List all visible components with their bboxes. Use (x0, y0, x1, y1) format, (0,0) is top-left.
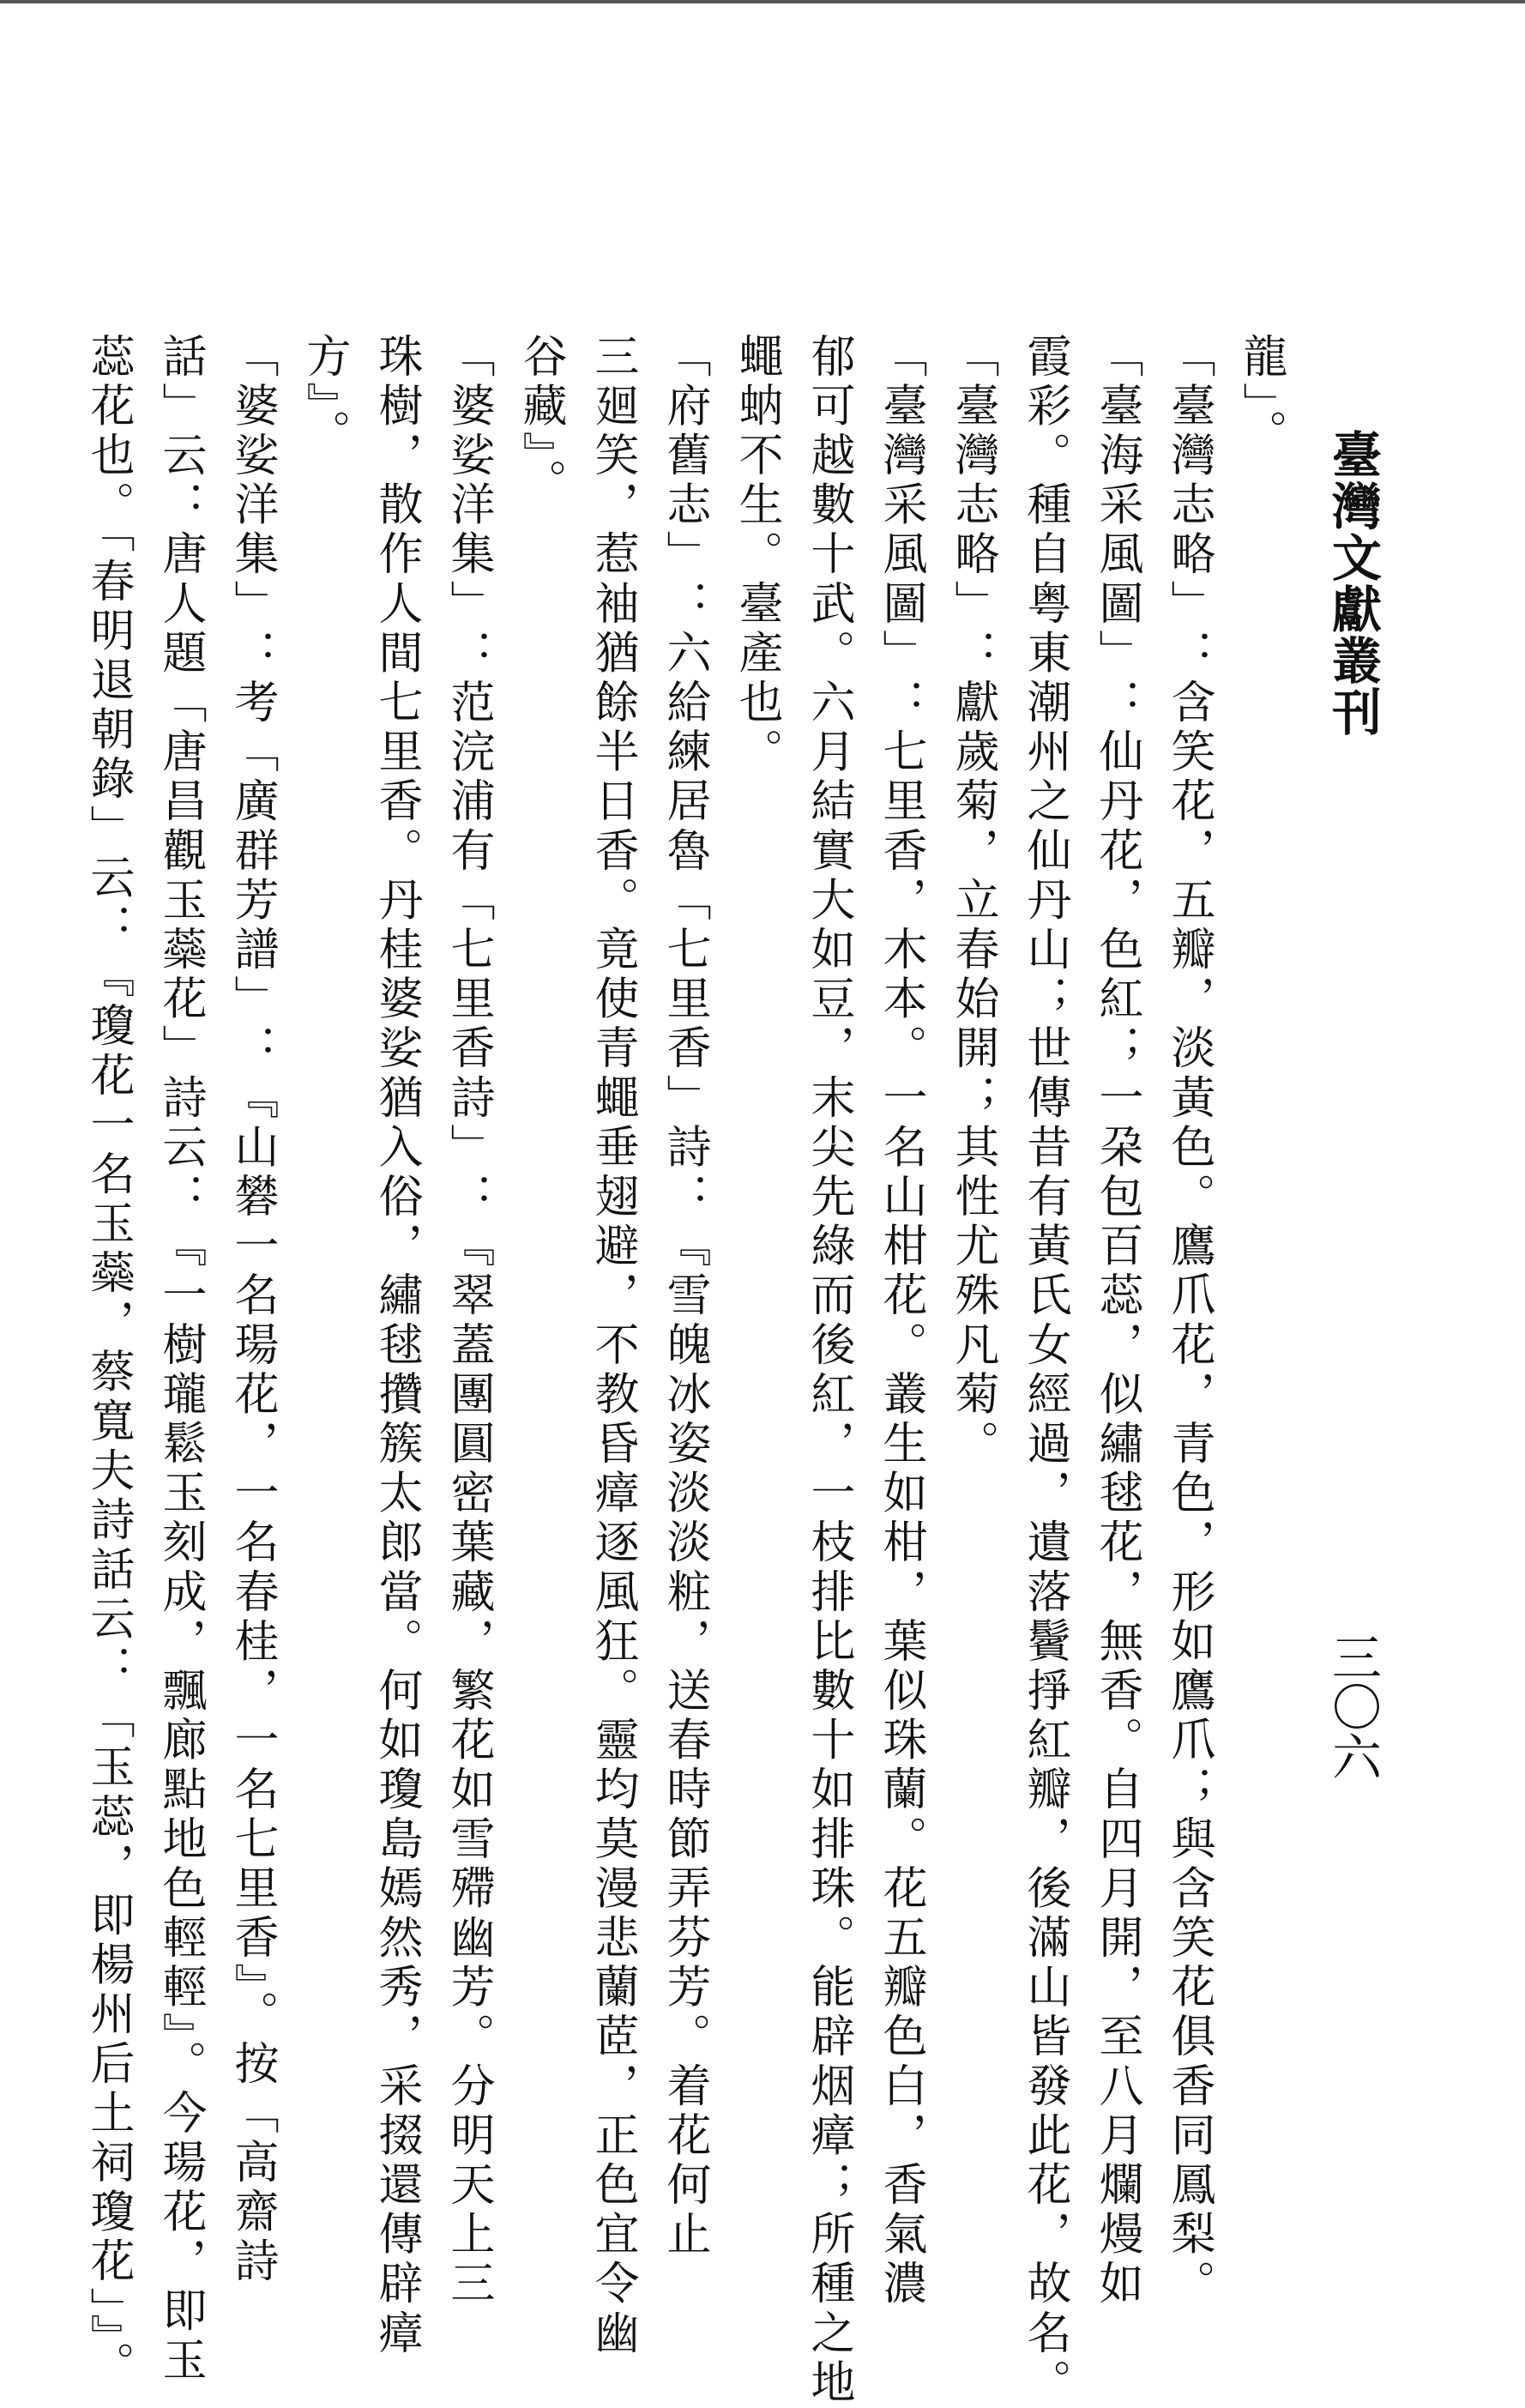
text-column: 「婆娑洋集」：考「廣群芳譜」：『山礬一名瑒花，一名春桂，一名七里香』。按「高齋詩 (226, 333, 278, 2287)
page-number: 三〇六 (1323, 1632, 1382, 1781)
text-column: 「府舊志」：六給練居魯「七里香」詩：『雪魄冰姿淡淡粧，送春時節弄芬芳。着花何止 (659, 333, 710, 2260)
text-column: 「臺灣采風圖」：七里香，木本。一名山柑花。叢生如柑，葉似珠蘭。花五瓣色白，香氣濃 (875, 333, 926, 2309)
text-column: 「婆娑洋集」：范浣浦有「七里香詩」：『翠蓋團圓密葉藏，繁花如雪殢幽芳。分明天上三 (443, 333, 494, 2309)
text-column: 谷藏』。 (515, 333, 566, 509)
text-column: 「臺灣志略」：獻歲菊，立春始開；其性尤殊凡菊。 (947, 333, 998, 1470)
text-column: 霞彩。種自粤東潮州之仙丹山；世傳昔有黃氏女經過，遺落鬢掙紅瓣，後滿山皆發此花，故名。 (1019, 333, 1070, 2408)
text-column: 蕊花也。「春明退朝錄」云：『瓊花一名玉蘂，蔡寬夫詩話云：「玉蕊，即楊州后土祠瓊花」』。 (82, 333, 134, 2391)
text-column: 蠅蚋不生。臺產也。 (731, 333, 782, 778)
running-title: 臺灣文獻叢刊 (1323, 429, 1382, 738)
text-column: 方』。 (298, 333, 350, 459)
text-column: 郁可越數十武。六月結實大如豆，末尖先綠而後紅，一枝排比數十如排珠。能辟烟瘴；所種之地 (803, 333, 854, 2408)
text-column: 三廻笑，惹袖猶餘半日香。竟使青蠅垂翅避，不教昏瘴逐風狂。靈均莫漫悲蘭茝，正色宜令幽 (587, 333, 638, 2359)
text-column: 話」云：唐人題「唐昌觀玉蘂花」詩云：『一樹瓏鬆玉刻成，飄廊點地色輕輕』。今瑒花，即玉 (154, 333, 206, 2387)
text-column: 「臺海采風圖」：仙丹花，色紅；一朶包百蕊，似繡毬花，無香。自四月開，至八月爛熳如 (1091, 333, 1142, 2309)
text-body (82, 333, 1297, 2408)
top-border-rule (0, 0, 1525, 3)
text-column: 龍」。 (1235, 333, 1287, 459)
text-column: 「臺灣志略」：含笑花，五瓣，淡黃色。鷹爪花，青色，形如鷹爪；與含笑花俱香同鳳梨。 (1163, 333, 1215, 2309)
text-column: 珠樹，散作人間七里香。丹桂婆娑猶入俗，繡毬攢簇太郎當。何如瓊島嫣然秀，采掇還傳辟瘴 (371, 333, 422, 2359)
